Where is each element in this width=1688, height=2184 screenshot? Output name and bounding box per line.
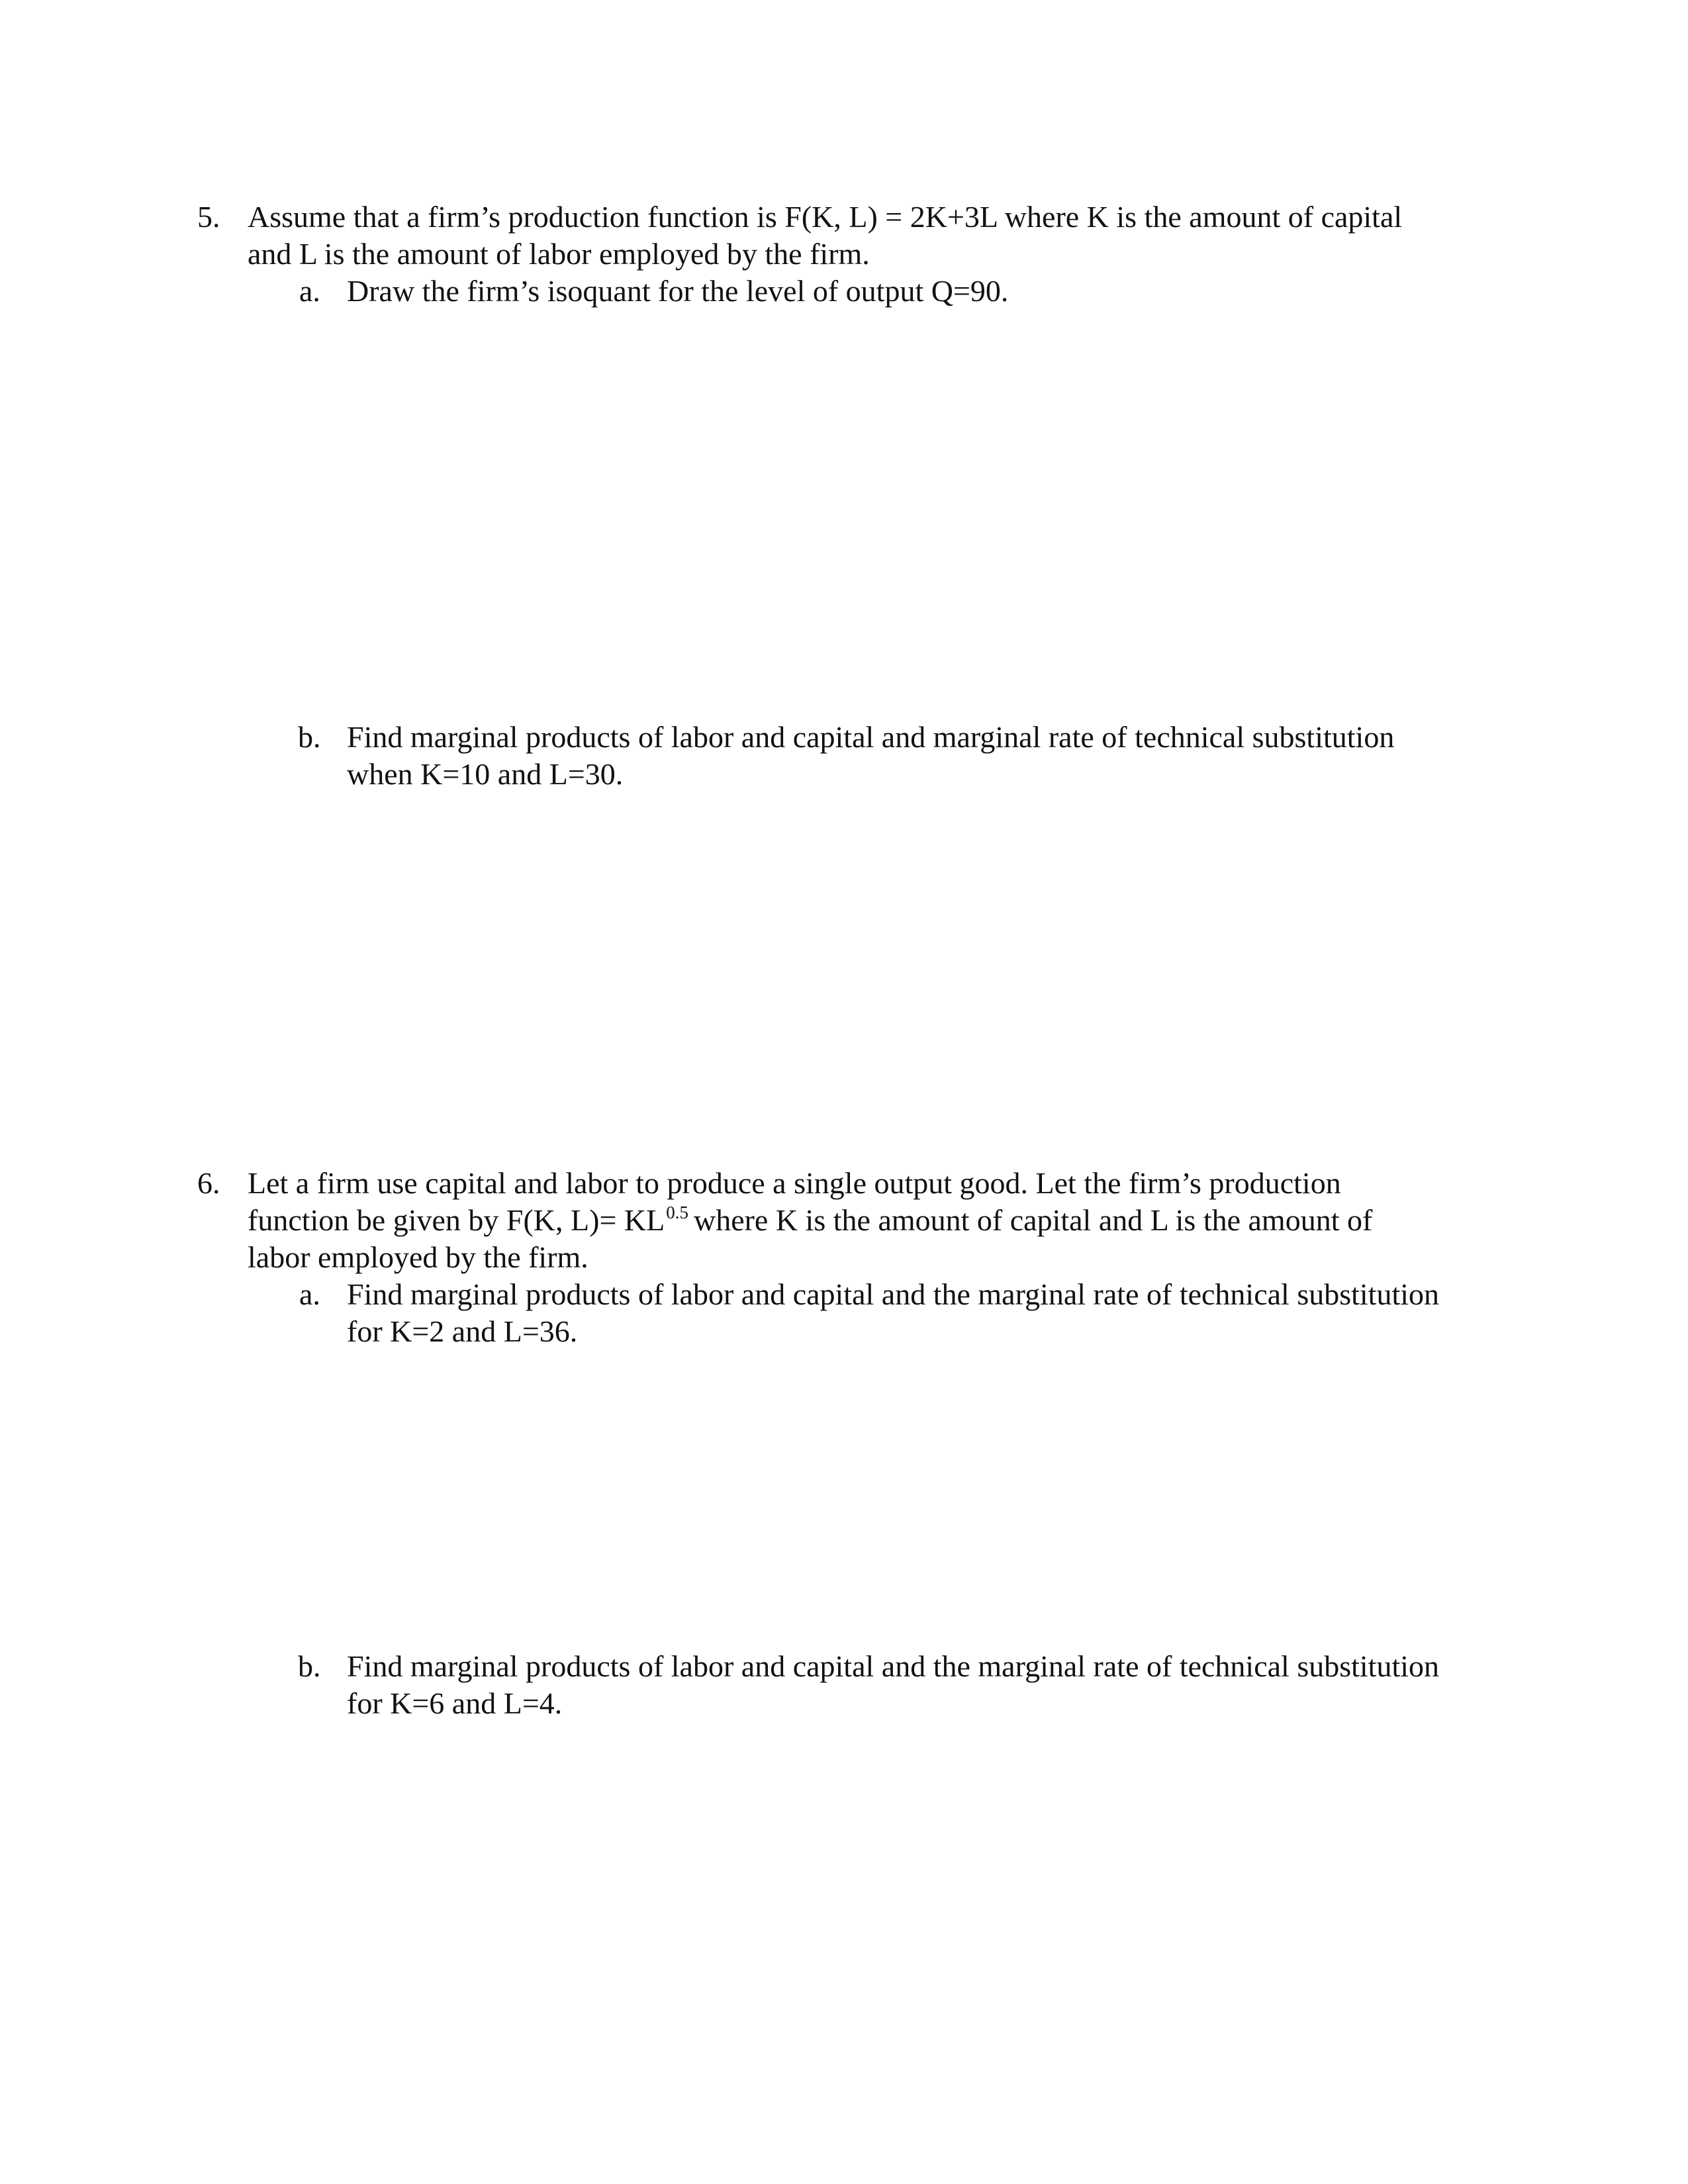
question-6-stem-before: function be given by F(K, L)= KL xyxy=(248,1203,665,1237)
question-6a-line-1: Find marginal products of labor and capital and the marginal rate of technical substitution xyxy=(347,1277,1440,1311)
question-6-stem-line-3: labor employed by the firm. xyxy=(248,1240,588,1274)
question-5-stem-line-1: Assume that a firm’s production function is F(K, L) = 2K+3L where K is the amount of capital xyxy=(248,200,1403,234)
question-6-stem-after: where K is the amount of capital and L is the amount of xyxy=(693,1203,1373,1237)
question-6-stem-line-2 xyxy=(248,1202,1372,1243)
question-5b-letter: b. xyxy=(298,720,321,754)
question-6a-line-2: for K=2 and L=36. xyxy=(347,1314,578,1348)
question-6b-line-2: for K=6 and L=4. xyxy=(347,1686,563,1720)
question-6a-letter: a. xyxy=(299,1277,320,1311)
question-6-number: 6. xyxy=(197,1166,220,1200)
question-6-stem-line-1: Let a firm use capital and labor to produce a single output good. Let the firm’s production xyxy=(248,1166,1341,1200)
question-6b-letter: b. xyxy=(298,1649,321,1683)
question-5-number: 5. xyxy=(197,200,220,234)
exponent: 0.5 xyxy=(666,1203,688,1222)
question-5a-text: Draw the firm’s isoquant for the level of output Q=90. xyxy=(347,274,1009,308)
question-5a-letter: a. xyxy=(299,274,320,308)
question-6b-line-1: Find marginal products of labor and capital and the marginal rate of technical substitution xyxy=(347,1649,1440,1683)
question-5b-line-1: Find marginal products of labor and capital and marginal rate of technical substitution xyxy=(347,720,1395,754)
question-5-stem-line-2: and L is the amount of labor employed by the firm. xyxy=(248,237,870,271)
question-5b-line-2: when K=10 and L=30. xyxy=(347,757,624,791)
